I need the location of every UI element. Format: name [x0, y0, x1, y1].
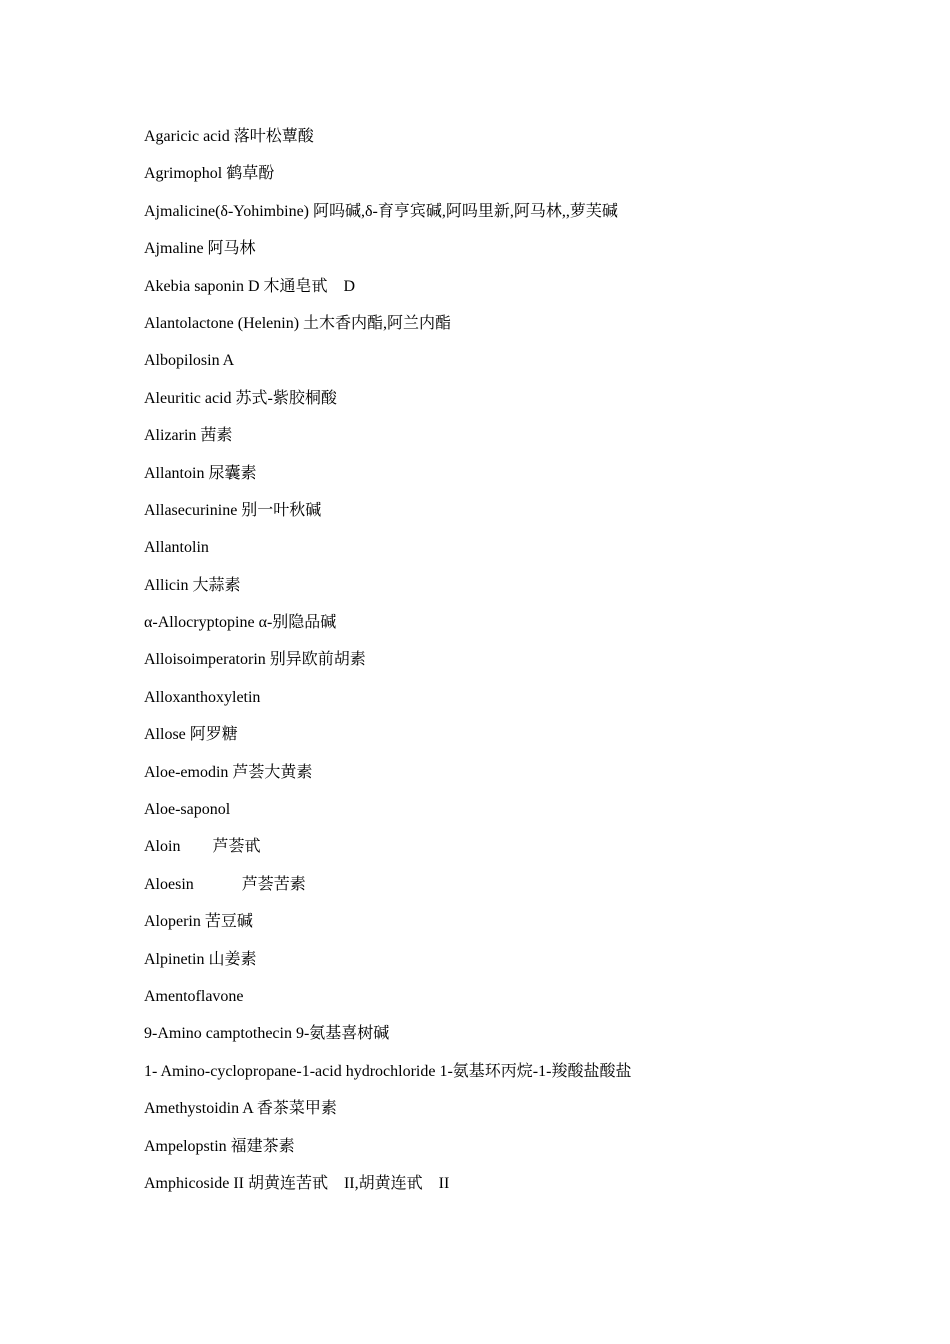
list-item: Akebia saponin D 木通皂甙 D	[144, 277, 356, 295]
list-item: Aloperin 苦豆碱	[144, 913, 253, 931]
list-item: Agrimophol 鹤草酚	[144, 165, 275, 183]
list-item: Alizarin 茜素	[144, 427, 233, 445]
list-item: Alloisoimperatorin 别异欧前胡素	[144, 651, 366, 669]
list-item: Allantoin 尿囊素	[144, 464, 257, 482]
list-item: Amentoflavone	[144, 987, 244, 1005]
list-item: Agaricic acid 落叶松蕈酸	[144, 128, 314, 145]
list-item: Allose 阿罗糖	[144, 726, 238, 744]
list-item: Aloe-saponol	[144, 801, 231, 819]
list-item: 1- Amino-cyclopropane-1-acid hydrochloride 1-氨基环丙烷-1-羧酸盐酸盐	[144, 1062, 632, 1080]
list-item: Ajmaline 阿马林	[144, 240, 256, 258]
list-item: 9-Amino camptothecin 9-氨基喜树碱	[144, 1025, 390, 1043]
list-item: Aloin 芦荟甙	[144, 838, 261, 856]
list-item: Aloe-emodin 芦荟大黄素	[144, 763, 313, 781]
list-item: Albopilosin A	[144, 352, 235, 370]
list-item: Allicin 大蒜素	[144, 576, 241, 594]
list-item: Ampelopstin 福建茶素	[144, 1137, 295, 1155]
list-item: Amethystoidin A 香茶菜甲素	[144, 1100, 337, 1118]
list-item: Alpinetin 山姜素	[144, 950, 257, 968]
compound-list	[144, 126, 631, 1210]
list-item: Amphicoside II 胡黄连苦甙 II,胡黄连甙 II	[144, 1174, 450, 1192]
list-item: Aloesin 芦荟苦素	[144, 875, 306, 893]
list-item: Allasecurinine 别一叶秋碱	[144, 501, 322, 519]
list-item: α-Allocryptopine α-别隐品碱	[144, 614, 337, 632]
list-item: Alantolactone (Helenin) 土木香内酯,阿兰内酯	[144, 314, 452, 332]
list-item: Aleuritic acid 苏式-紫胶桐酸	[144, 389, 337, 407]
list-item: Alloxanthoxyletin	[144, 688, 261, 706]
list-item: Ajmalicine(δ-Yohimbine) 阿吗碱,δ-育亨宾碱,阿吗里新,阿马林,,萝芙碱	[144, 202, 618, 220]
list-item: Allantolin	[144, 539, 209, 557]
